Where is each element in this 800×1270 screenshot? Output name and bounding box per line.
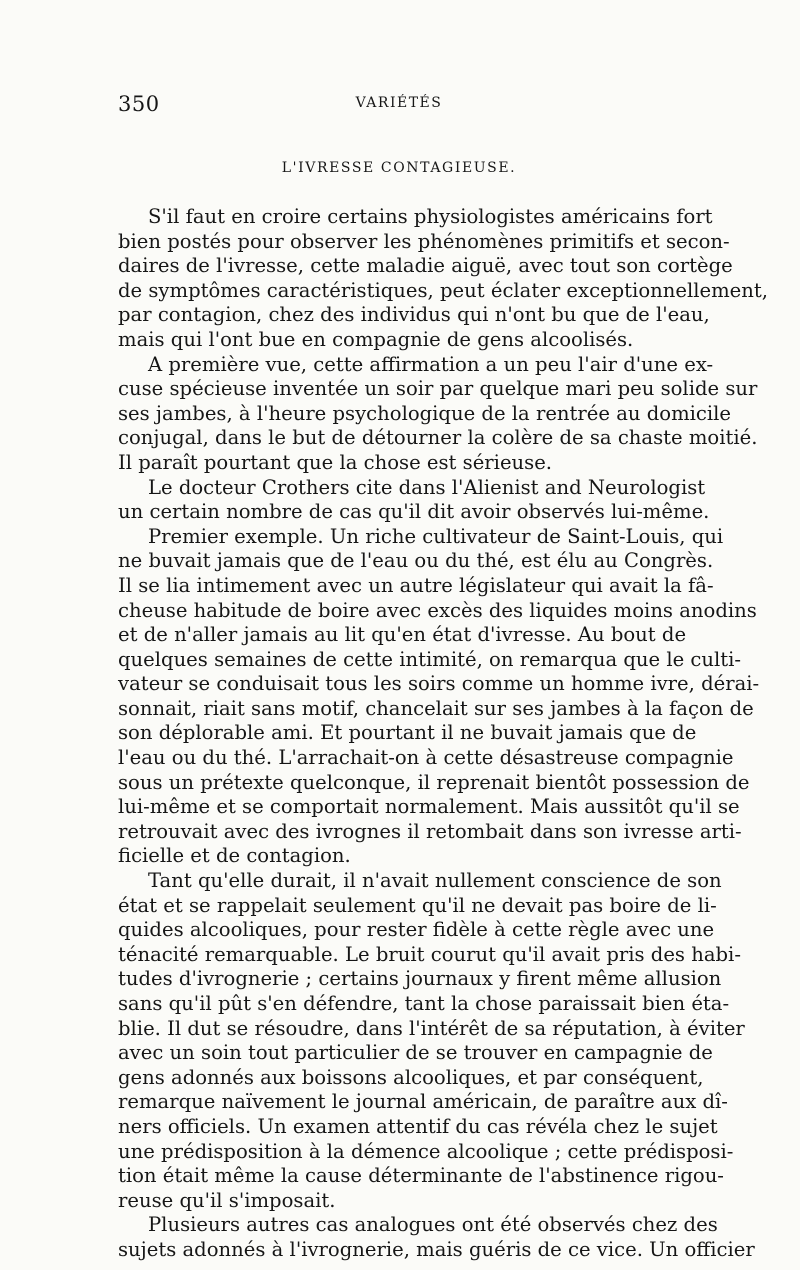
text-line: Tant qu'elle durait, il n'avait nullement conscience de son — [148, 869, 722, 893]
text-line: vateur se conduisait tous les soirs comme un homme ivre, dérai- — [118, 672, 760, 696]
text-line: lui-même et se comportait normalement. Mais aussitôt qu'il se — [118, 795, 740, 819]
text-line: tion était même la cause déterminante de l'abstinence rigou- — [118, 1164, 724, 1188]
text-line: ses jambes, à l'heure psychologique de la rentrée au domicile — [118, 401, 732, 425]
text-line: Il paraît pourtant que la chose est sérieuse. — [118, 450, 553, 474]
text-line: sujets adonnés à l'ivrognerie, mais guéris de ce vice. Un officier — [118, 1237, 755, 1261]
article-body — [118, 205, 768, 1263]
text-line: avec un soin tout particulier de se trouver en campagnie de — [118, 1041, 713, 1065]
text-line: ténacité remarquable. Le bruit courut qu'il avait pris des habi- — [118, 942, 741, 966]
text-line: sonnait, riait sans motif, chancelait sur ses jambes à la façon de — [118, 696, 754, 720]
text-line: sans qu'il pût s'en défendre, tant la chose paraissait bien éta- — [118, 992, 730, 1015]
text-line: A première vue, cette affirmation a un peu l'air d'une ex- — [148, 352, 714, 376]
section-title: L'IVRESSE CONTAGIEUSE. — [281, 160, 517, 176]
text-line: par contagion, chez des individus qui n'ont bu que de l'eau, — [118, 303, 710, 327]
text-line: sous un prétexte quelconque, il reprenait bientôt possession de — [118, 770, 750, 794]
text-line: l'eau ou du thé. L'arrachait-on à cette désastreuse compagnie — [118, 746, 734, 770]
text-line: ne buvait jamais que de l'eau ou du thé, est élu au Congrès. — [118, 549, 714, 573]
text-line: Le docteur Crothers cite dans l'Alienist and Neurologist — [148, 475, 706, 499]
text-line: cuse spécieuse inventée un soir par quelque mari peu solide sur — [118, 377, 758, 401]
text-line: Premier exemple. Un riche cultivateur de Saint-Louis, qui — [148, 524, 724, 548]
page-number: 350 — [118, 92, 160, 116]
text-line: état et se rappelait seulement qu'il ne devait pas boire de li- — [118, 893, 717, 917]
text-line: ners officiels. Un examen attentif du cas révéla chez le sujet — [118, 1114, 718, 1138]
text-line: tudes d'ivrognerie ; certains journaux y firent même allusion — [118, 967, 722, 991]
text-line: blie. Il dut se résoudre, dans l'intérêt de sa réputation, à éviter — [118, 1016, 745, 1040]
text-line: son déplorable ami. Et pourtant il ne buvait jamais que de — [118, 721, 697, 745]
text-line: retrouvait avec des ivrognes il retombait dans son ivresse arti- — [118, 819, 742, 843]
running-head — [118, 92, 680, 120]
text-line: remarque naïvement le journal américain, de paraître aux dî- — [118, 1090, 728, 1114]
text-line: bien postés pour observer les phénomènes primitifs et secon- — [118, 229, 730, 253]
text-line: cheuse habitude de boire avec excès des liquides moins anodins — [118, 598, 757, 622]
text-line: Il se lia intimement avec un autre législateur qui avait la fâ- — [118, 573, 714, 597]
text-line: une prédisposition à la démence alcoolique ; cette prédisposi- — [118, 1139, 734, 1163]
running-title: VARIÉTÉS — [355, 95, 443, 111]
text-line: mais qui l'ont bue en compagnie de gens alcoolisés. — [118, 327, 634, 351]
text-line: S'il faut en croire certains physiologistes américains fort — [148, 205, 713, 228]
text-line: reuse qu'il s'imposait. — [118, 1188, 336, 1212]
text-line: un certain nombre de cas qu'il dit avoir observés lui-même. — [118, 500, 710, 524]
text-line: daires de l'ivresse, cette maladie aiguë, avec tout son cortège — [118, 254, 733, 278]
text-line: gens adonnés aux boissons alcooliques, et par conséquent, — [118, 1065, 704, 1089]
text-line: quides alcooliques, pour rester fidèle à cette règle avec une — [118, 918, 715, 942]
text-line: Plusieurs autres cas analogues ont été observés chez des — [148, 1213, 718, 1237]
text-line: conjugal, dans le but de détourner la colère de sa chaste moitié. — [118, 426, 758, 450]
text-line: de symptômes caractéristiques, peut éclater exceptionnellement, — [118, 278, 768, 302]
text-line: ficielle et de contagion. — [118, 844, 351, 868]
text-line: quelques semaines de cette intimité, on remarqua que le culti- — [118, 647, 742, 671]
text-line: et de n'aller jamais au lit qu'en état d'ivresse. Au bout de — [118, 623, 687, 647]
